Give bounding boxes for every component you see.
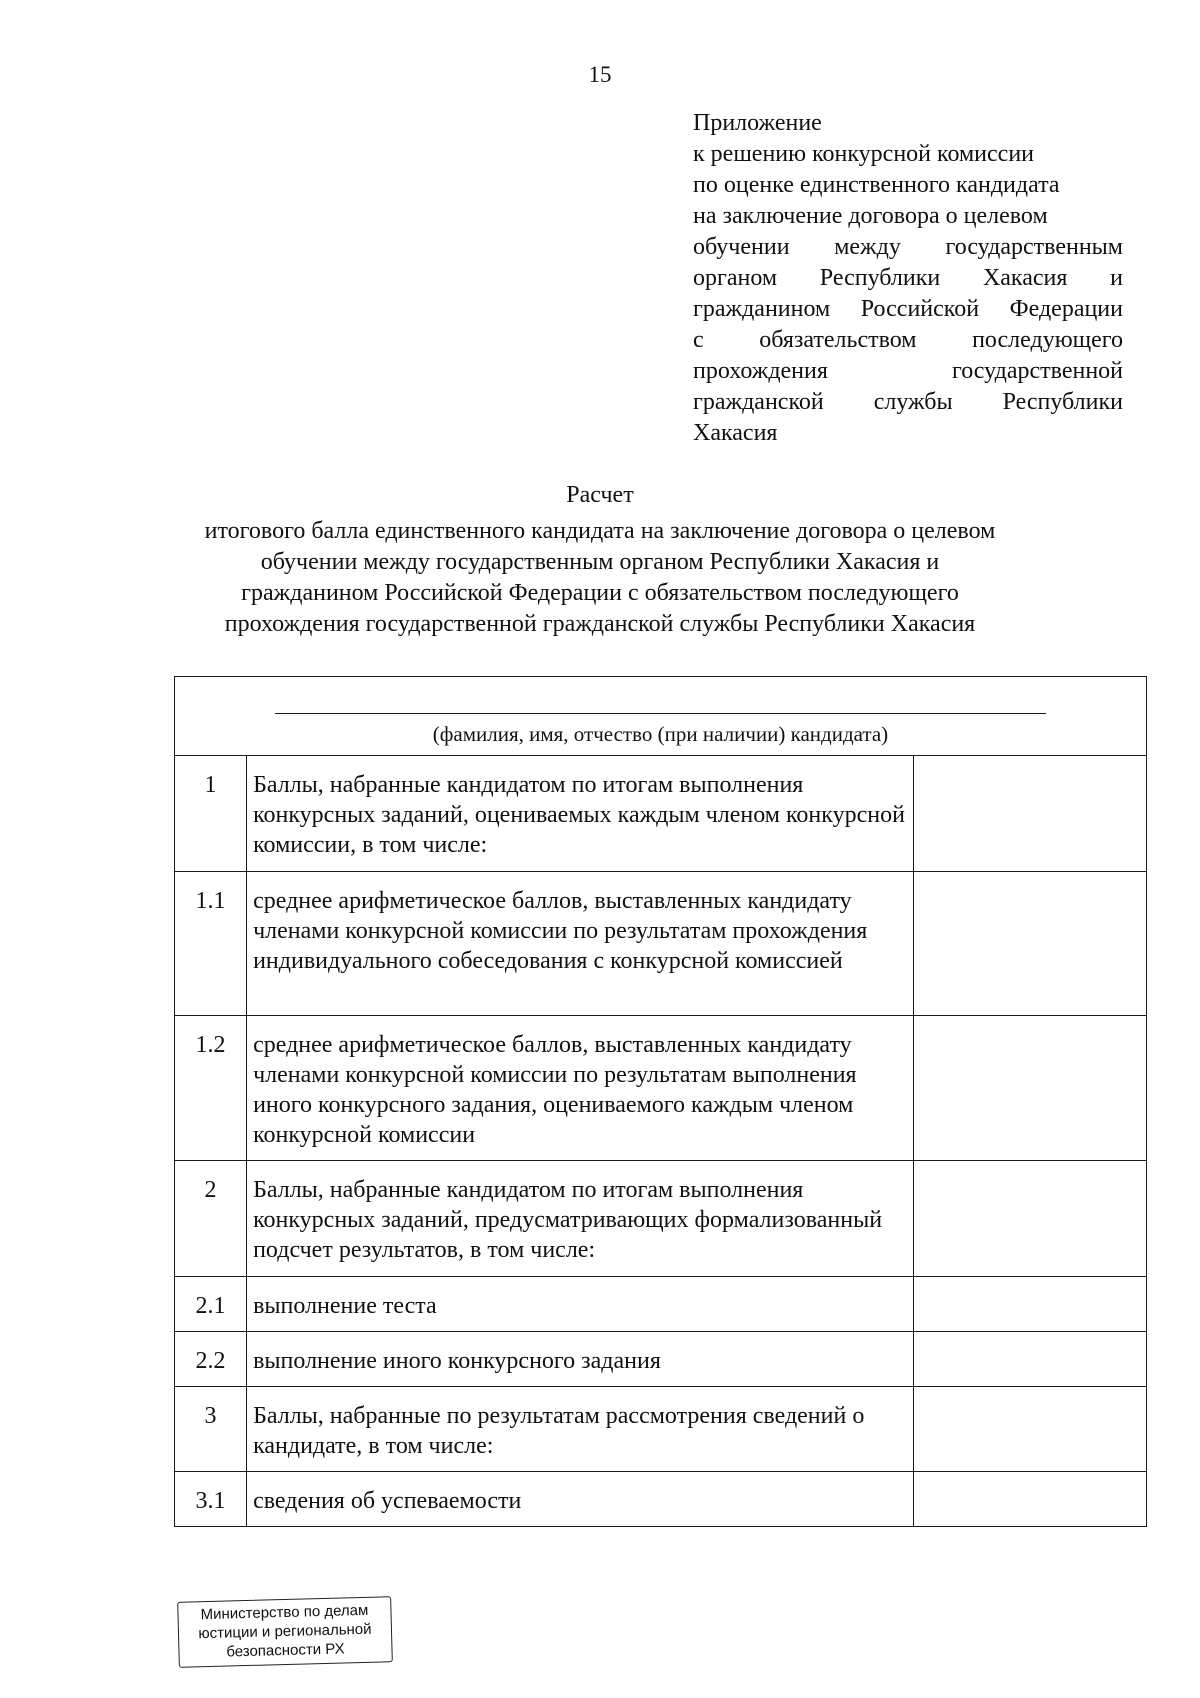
row-score-cell bbox=[914, 1161, 1147, 1277]
page-number: 15 bbox=[588, 62, 612, 87]
stamp-line: безопасности РХ bbox=[226, 1640, 345, 1661]
table-row bbox=[175, 1161, 1147, 1277]
row-score-cell bbox=[914, 872, 1147, 1016]
row-description: выполнение теста bbox=[247, 1277, 914, 1332]
document-title bbox=[0, 480, 1200, 640]
title-word: Расчет bbox=[566, 482, 634, 508]
table-row bbox=[175, 1016, 1147, 1161]
appendix-line: гражданином Российской Федерации bbox=[693, 296, 1123, 322]
stamp-line: юстиции и региональной bbox=[198, 1620, 372, 1643]
row-score-cell bbox=[914, 756, 1147, 872]
row-score-cell bbox=[914, 1387, 1147, 1472]
name-fill-line bbox=[275, 713, 1046, 714]
table-row bbox=[175, 1332, 1147, 1387]
table-row bbox=[175, 872, 1147, 1016]
row-number: 1 bbox=[175, 756, 247, 872]
row-description: Баллы, набранные по результатам рассмотрения сведений о кандидате, в том числе: bbox=[247, 1387, 914, 1472]
score-table bbox=[174, 676, 1147, 1527]
row-description: выполнение иного конкурсного задания bbox=[247, 1332, 914, 1387]
appendix-line: органом Республики Хакасия и bbox=[693, 265, 1123, 291]
appendix-line: прохождения государственной bbox=[693, 358, 1123, 384]
row-description: Баллы, набранные кандидатом по итогам выполнения конкурсных заданий, предусматривающих формализованный подсчет результатов, в том числе: bbox=[247, 1161, 914, 1277]
row-number: 3.1 bbox=[175, 1472, 247, 1527]
row-description: среднее арифметическое баллов, выставленных кандидату членами конкурсной комиссии по результатам выполнения иного конкурсного задания, оцениваемого каждым членом конкурсной комиссии bbox=[247, 1016, 914, 1161]
table-row bbox=[175, 1387, 1147, 1472]
row-score-cell bbox=[914, 1277, 1147, 1332]
stamp-line: Министерство по делам bbox=[200, 1601, 369, 1624]
appendix-line: на заключение договора о целевом bbox=[693, 203, 1048, 229]
candidate-name-caption: (фамилия, имя, отчество (при наличии) кандидата) bbox=[432, 722, 889, 746]
appendix-line: по оценке единственного кандидата bbox=[693, 172, 1060, 198]
title-line: гражданином Российской Федерации с обязательством последующего bbox=[241, 580, 959, 606]
appendix-line: с обязательством последующего bbox=[693, 327, 1123, 353]
row-score-cell bbox=[914, 1016, 1147, 1161]
row-number: 1.1 bbox=[175, 872, 247, 1016]
table-row bbox=[175, 1277, 1147, 1332]
title-line: обучении между государственным органом Республики Хакасия и bbox=[260, 549, 940, 575]
row-description: сведения об успеваемости bbox=[247, 1472, 914, 1527]
row-number: 2 bbox=[175, 1161, 247, 1277]
row-number: 1.2 bbox=[175, 1016, 247, 1161]
table-header-row bbox=[175, 677, 1147, 756]
row-number: 3 bbox=[175, 1387, 247, 1472]
table-row bbox=[175, 1472, 1147, 1527]
row-score-cell bbox=[914, 1332, 1147, 1387]
candidate-name-cell bbox=[175, 677, 1147, 756]
appendix-line: Приложение bbox=[693, 110, 822, 136]
row-score-cell bbox=[914, 1472, 1147, 1527]
title-line: итогового балла единственного кандидата на заключение договора о целевом bbox=[204, 518, 996, 544]
table-row bbox=[175, 756, 1147, 872]
appendix-header bbox=[693, 108, 1123, 449]
title-line: прохождения государственной гражданской службы Республики Хакасия bbox=[224, 611, 976, 637]
row-number: 2.1 bbox=[175, 1277, 247, 1332]
row-description: среднее арифметическое баллов, выставленных кандидату членами конкурсной комиссии по результатам прохождения индивидуального собеседования с конкурсной комиссией bbox=[247, 872, 914, 1016]
appendix-line: к решению конкурсной комиссии bbox=[693, 141, 1035, 167]
appendix-line: Хакасия bbox=[693, 420, 778, 446]
row-number: 2.2 bbox=[175, 1332, 247, 1387]
appendix-line: гражданской службы Республики bbox=[693, 389, 1123, 415]
row-description: Баллы, набранные кандидатом по итогам выполнения конкурсных заданий, оцениваемых каждым членом конкурсной комиссии, в том числе: bbox=[247, 756, 914, 872]
appendix-line: обучении между государственным bbox=[693, 234, 1123, 260]
ministry-stamp bbox=[177, 1596, 393, 1668]
